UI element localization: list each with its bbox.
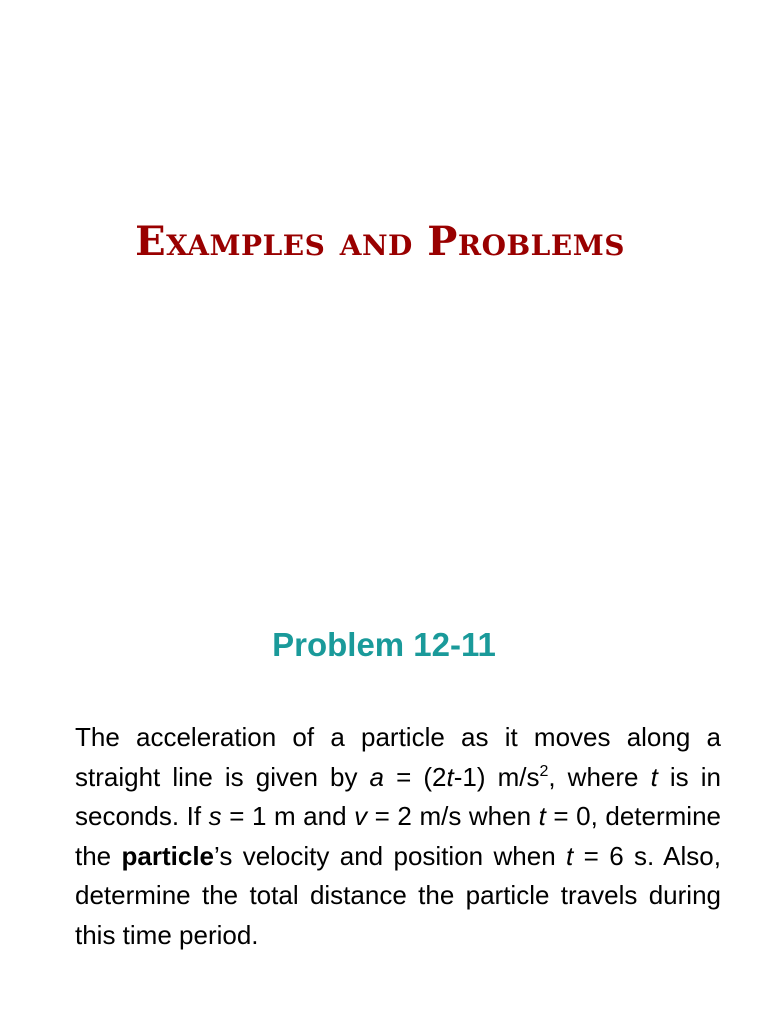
- problem-text-part: , where: [548, 761, 651, 792]
- variable-t: t: [566, 840, 574, 871]
- problem-text-part: = 0, determine the: [75, 801, 722, 871]
- problem-statement: [75, 718, 721, 955]
- exponent: 2: [539, 762, 549, 780]
- problem-text-part: ’s velocity and position when: [214, 840, 567, 871]
- problem-text-part: = 2 m/s when: [367, 801, 539, 831]
- problem-text-part: The acceleration of a particle as it moves along a straight line is given by: [75, 722, 721, 792]
- problem-title: Problem 12-11: [272, 626, 496, 663]
- problem-text-part: = 1 m and: [221, 801, 355, 831]
- variable-v: v: [354, 801, 368, 831]
- variable-s: s: [208, 801, 222, 831]
- variable-a: a: [369, 761, 385, 792]
- variable-t: t: [538, 801, 546, 831]
- variable-t: t: [650, 761, 658, 792]
- bold-word-particle: particle: [121, 840, 215, 871]
- variable-t: t: [446, 761, 454, 792]
- problem-text-part: = 6 s. Also, determine the total distance the particle travels during this time period.: [75, 840, 721, 950]
- problem-text-part: is in seconds. If: [75, 761, 721, 831]
- problem-text-part: -1) m/s: [453, 761, 540, 792]
- slide-heading: Examples and Problems: [135, 218, 625, 265]
- problem-text-part: = (2: [384, 761, 447, 792]
